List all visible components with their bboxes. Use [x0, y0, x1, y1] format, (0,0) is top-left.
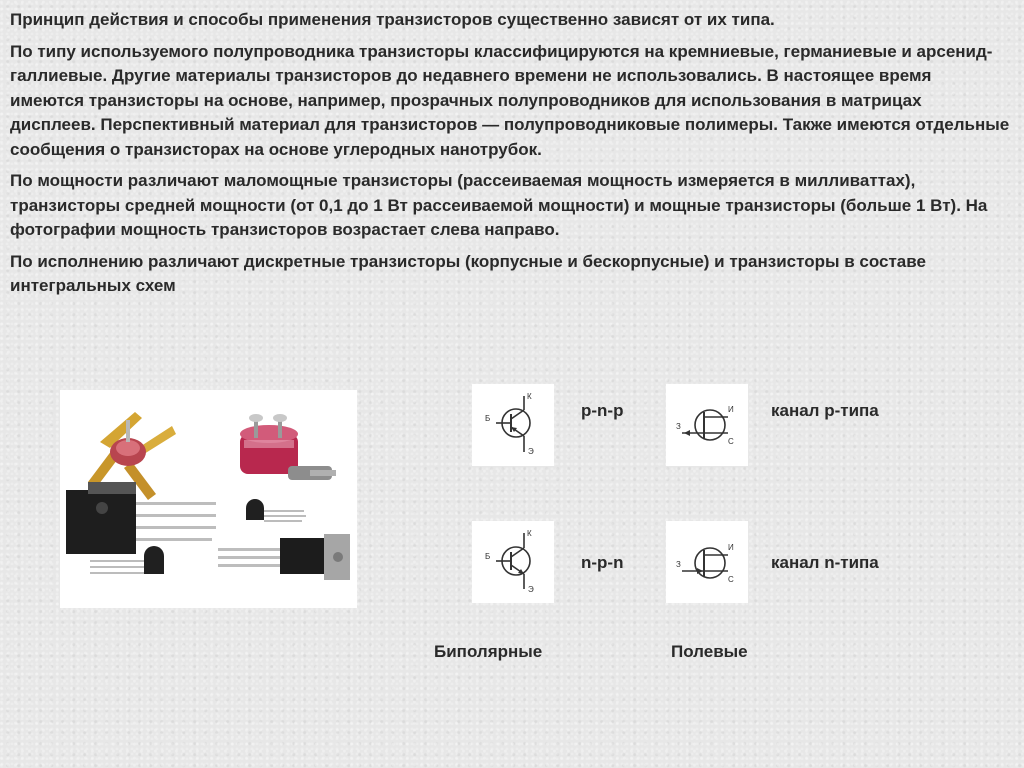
paragraph-2: По типу используемого полупроводника транзисторы классифицируются на кремниевые, германиевые и арсенид-галлиевые. Другие материалы транзисторов до недавнего времени не использовались. В настоящее время имеются транзисторы на основе, например, прозрачных полупроводников для использования в матрицах дисплеев. Перспективный материал для транзисторов — полупроводниковые полимеры. Также имеются отдельные сообщения о транзисторах на основе углеродных нанотрубок. — [10, 41, 1010, 159]
pnp-symbol-icon — [472, 384, 554, 466]
pnp-label: p-n-p — [581, 401, 624, 420]
paragraph-4: По исполнению различают дискретные транзисторы (корпусные и бескорпусные) и транзисторы в составе интегральных схем — [10, 251, 926, 295]
transistors-photo — [60, 390, 357, 608]
npn-symbol-icon — [472, 521, 554, 603]
fet-caption: Полевые — [671, 642, 748, 661]
pnp-emitter-label: Э — [528, 447, 534, 456]
pnp-transistor-symbol — [472, 384, 554, 466]
n-fet-drain-label: И — [728, 543, 734, 552]
p-fet-drain-label: И — [728, 405, 734, 414]
npn-base-label: Б — [485, 552, 491, 561]
pnp-collector-label: К — [527, 392, 532, 401]
npn-collector-label: К — [527, 529, 532, 538]
p-channel-fet-icon — [666, 384, 748, 466]
p-fet-source-label: С — [728, 437, 734, 446]
npn-transistor-symbol — [472, 521, 554, 603]
n-channel-label: канал n-типа — [771, 553, 879, 572]
p-channel-fet-symbol — [666, 384, 748, 466]
n-channel-fet-symbol — [666, 521, 748, 603]
transistors-photo-illustration — [60, 390, 357, 608]
p-fet-gate-label: З — [676, 422, 681, 431]
paragraph-1: Принцип действия и способы применения транзисторов существенно зависят от их типа. — [10, 10, 775, 29]
pnp-base-label: Б — [485, 414, 491, 423]
paragraph-3: По мощности различают маломощные транзисторы (рассеиваемая мощность измеряется в милливаттах), транзисторы средней мощности (от 0,1 до 1 Вт рассеиваемой мощности) и мощные транзисторы (больше 1 Вт). На фотографии мощность транзисторов возрастает слева направо. — [10, 171, 988, 239]
bipolar-caption: Биполярные — [434, 642, 543, 661]
n-fet-source-label: С — [728, 575, 734, 584]
text-block — [10, 8, 1010, 306]
p-channel-label: канал p-типа — [771, 401, 879, 420]
npn-label: n-p-n — [581, 553, 624, 572]
npn-emitter-label: Э — [528, 585, 534, 594]
n-channel-fet-icon — [666, 521, 748, 603]
n-fet-gate-label: З — [676, 560, 681, 569]
